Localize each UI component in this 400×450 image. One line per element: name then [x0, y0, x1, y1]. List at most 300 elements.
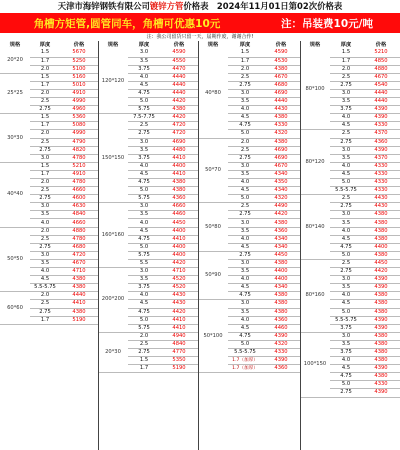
- price-cell: 4690: [262, 146, 300, 154]
- thickness-cell: 3.0: [330, 332, 362, 340]
- thickness-cell: 2.75: [330, 203, 362, 211]
- price-cell: 4660: [160, 203, 198, 211]
- price-table: [0, 49, 98, 325]
- price-cell: 4400: [160, 243, 198, 251]
- price-cell: 5010: [60, 81, 98, 89]
- thickness-cell: 3.75: [330, 348, 362, 356]
- price-cell: 4440: [160, 73, 198, 81]
- table-row: [98, 268, 198, 276]
- price-cell: 4390: [362, 316, 400, 324]
- price-cell: 4360: [262, 365, 300, 373]
- thickness-cell: 2.75: [228, 251, 262, 259]
- thickness-cell: 2.75: [330, 268, 362, 276]
- price-cell: 4380: [262, 259, 300, 267]
- price-cell: 4670: [262, 73, 300, 81]
- thickness-cell: 3.0: [228, 219, 262, 227]
- spec-header: 规格: [107, 42, 119, 48]
- price-cell: 4960: [60, 106, 98, 114]
- thickness-cell: 5.0: [128, 187, 160, 195]
- thickness-cell: 3.5: [228, 170, 262, 178]
- price-cell: 4390: [362, 324, 400, 332]
- thickness-cell: 3.75: [128, 65, 160, 73]
- thickness-cell: 2.75: [330, 138, 362, 146]
- table-row: [300, 332, 400, 340]
- price-cell: 4410: [160, 154, 198, 162]
- column-divider: [300, 41, 301, 450]
- thickness-cell: 4.0: [128, 162, 160, 170]
- price-cell: 4380: [262, 219, 300, 227]
- spec-cell: 50*80: [198, 203, 228, 252]
- price-cell: 4820: [60, 146, 98, 154]
- price-cell: 5350: [160, 357, 198, 365]
- thickness-cell: 2.75: [30, 243, 60, 251]
- table-row: [198, 49, 300, 57]
- thickness-cell: 2.0: [30, 130, 60, 138]
- price-cell: 4380: [362, 219, 400, 227]
- price-cell: 4370: [362, 130, 400, 138]
- price-cell: 4660: [60, 187, 98, 195]
- thickness-cell: 1.7: [30, 57, 60, 65]
- price-cell: 4390: [362, 146, 400, 154]
- thickness-cell: 2.0: [228, 65, 262, 73]
- thickness-cell: 5.5: [128, 259, 160, 267]
- price-cell: 4780: [60, 235, 98, 243]
- price-cell: 4390: [262, 357, 300, 365]
- spec-cell: 80*120: [300, 130, 330, 195]
- thickness-cell: 4.75: [128, 235, 160, 243]
- price-cell: 4380: [362, 251, 400, 259]
- thickness-cell: 3.75: [330, 324, 362, 332]
- table-row: [300, 49, 400, 57]
- thickness-cell: 2.5: [228, 203, 262, 211]
- column-divider: [98, 41, 99, 450]
- price-cell: 4410: [160, 316, 198, 324]
- thickness-cell: 3.5: [30, 259, 60, 267]
- price-cell: 4380: [160, 106, 198, 114]
- price-cell: 4600: [60, 195, 98, 203]
- price-cell: 4690: [262, 89, 300, 97]
- thickness-cell: 5.0: [128, 243, 160, 251]
- price-cell: 4390: [362, 389, 400, 397]
- table-row: [0, 114, 98, 122]
- thickness-cell: 3.0: [128, 203, 160, 211]
- price-cell: 4420: [160, 98, 198, 106]
- table-row: [300, 195, 400, 203]
- thickness-cell: 4.0: [330, 227, 362, 235]
- thickness-cell: 1.5: [30, 73, 60, 81]
- table-row: [98, 332, 198, 340]
- price-cell: 4330: [362, 179, 400, 187]
- price-cell: 4630: [60, 203, 98, 211]
- price-cell: 5100: [60, 65, 98, 73]
- price-cell: 4380: [362, 308, 400, 316]
- thickness-header: 厚度: [239, 42, 251, 48]
- price-cell: 4790: [60, 138, 98, 146]
- thickness-cell: 2.5: [228, 73, 262, 81]
- thickness-cell: 3.0: [330, 89, 362, 97]
- thickness-cell: 4.75: [228, 292, 262, 300]
- price-cell: 4430: [362, 203, 400, 211]
- price-table: [98, 49, 198, 373]
- title-suffix: 价格表 2024年11月01日第02次价格表: [183, 1, 343, 11]
- thickness-cell: 4.5: [228, 187, 262, 195]
- price-cell: 4710: [160, 268, 198, 276]
- thickness-cell: 5.0: [228, 130, 262, 138]
- thickness-cell: 3.0: [30, 154, 60, 162]
- thickness-cell: 3.5: [228, 98, 262, 106]
- price-cell: 4390: [362, 284, 400, 292]
- price-cell: 4780: [60, 154, 98, 162]
- thickness-cell: 2.75: [30, 146, 60, 154]
- price-cell: 4380: [362, 332, 400, 340]
- price-cell: 4990: [60, 130, 98, 138]
- table-row: [300, 259, 400, 267]
- thickness-cell: 2.5: [330, 259, 362, 267]
- price-cell: 4320: [262, 340, 300, 348]
- thickness-cell: 4.75: [128, 89, 160, 97]
- price-cell: 4330: [362, 381, 400, 389]
- thickness-cell: 3.0: [228, 162, 262, 170]
- price-cell: 4990: [60, 98, 98, 106]
- price-cell: 5190: [60, 316, 98, 324]
- thickness-cell: 4.5: [330, 300, 362, 308]
- spec-cell: 40*40: [0, 162, 30, 227]
- price-cell: 4550: [160, 57, 198, 65]
- price-cell: 4590: [160, 49, 198, 57]
- price-cell: 4440: [160, 89, 198, 97]
- price-cell: 4390: [362, 106, 400, 114]
- thickness-cell: 1.7（加厚）: [228, 357, 262, 365]
- table-row: [0, 227, 98, 235]
- thickness-cell: 4.0: [228, 235, 262, 243]
- thickness-cell: 4.5: [228, 324, 262, 332]
- price-cell: 4910: [60, 89, 98, 97]
- price-header: 价格: [173, 42, 185, 48]
- price-cell: 4340: [262, 170, 300, 178]
- thickness-cell: 3.5: [128, 57, 160, 65]
- price-cell: 4680: [262, 81, 300, 89]
- thickness-cell: 1.7（加厚）: [228, 365, 262, 373]
- promo-banner: [0, 13, 400, 33]
- price-cell: 4430: [262, 106, 300, 114]
- thickness-cell: 2.75: [128, 130, 160, 138]
- thickness-cell: 3.0: [330, 276, 362, 284]
- price-cell: 4590: [262, 49, 300, 57]
- thickness-cell: 2.5: [330, 73, 362, 81]
- promo-text: 角槽方矩管,圆管同车，角槽可优惠10元: [33, 17, 221, 30]
- thickness-header: 厚度: [138, 42, 150, 48]
- price-cell: 4340: [262, 243, 300, 251]
- price-cell: 5080: [60, 122, 98, 130]
- price-cell: 4720: [160, 130, 198, 138]
- thickness-cell: 1.5: [30, 49, 60, 57]
- price-cell: 4320: [262, 130, 300, 138]
- spec-cell: 25*25: [0, 73, 30, 113]
- thickness-cell: 5.5-5.75: [228, 348, 262, 356]
- spec-cell: 200*200: [98, 268, 128, 333]
- thickness-cell: 4.75: [330, 373, 362, 381]
- thickness-cell: 3.0: [228, 89, 262, 97]
- table-row: [198, 300, 300, 308]
- price-cell: 4380: [362, 292, 400, 300]
- price-cell: 4460: [262, 324, 300, 332]
- price-cell: 4380: [160, 187, 198, 195]
- thickness-cell: 7.5-7.75: [128, 114, 160, 122]
- thickness-cell: 3.75: [330, 106, 362, 114]
- thickness-cell: 4.0: [128, 292, 160, 300]
- price-cell: 4400: [262, 268, 300, 276]
- thickness-cell: 4.5: [330, 122, 362, 130]
- thickness-cell: 1.5: [228, 49, 262, 57]
- thickness-cell: 4.0: [330, 162, 362, 170]
- spec-cell: 150*150: [98, 114, 128, 203]
- thickness-cell: 4.5: [228, 114, 262, 122]
- thickness-cell: 2.0: [30, 227, 60, 235]
- thickness-cell: 3.75: [128, 284, 160, 292]
- thickness-cell: 4.5: [330, 170, 362, 178]
- price-cell: 4380: [262, 114, 300, 122]
- thickness-cell: 1.5: [30, 162, 60, 170]
- thickness-cell: 2.75: [330, 389, 362, 397]
- price-cell: 4390: [362, 114, 400, 122]
- thickness-cell: 4.0: [330, 357, 362, 365]
- price-cell: 4940: [160, 332, 198, 340]
- thickness-cell: 4.0: [228, 316, 262, 324]
- spec-header: 规格: [207, 42, 219, 48]
- thickness-cell: 4.5: [330, 365, 362, 373]
- table-row: [0, 162, 98, 170]
- price-cell: 4450: [362, 259, 400, 267]
- price-cell: 4430: [160, 300, 198, 308]
- thickness-header: 厚度: [39, 42, 51, 48]
- thickness-cell: 3.5: [228, 268, 262, 276]
- thickness-cell: 2.0: [30, 179, 60, 187]
- notice-text: 注：我公司留货只留一天，届期作废，谢谢合作!: [146, 34, 254, 40]
- price-cell: 4460: [160, 211, 198, 219]
- thickness-cell: 2.5: [30, 138, 60, 146]
- spec-cell: 80*160: [300, 259, 330, 332]
- table-row: [0, 73, 98, 81]
- thickness-cell: 5.75: [128, 324, 160, 332]
- thickness-cell: 4.0: [330, 114, 362, 122]
- thickness-cell: 3.0: [330, 211, 362, 219]
- spec-header: 规格: [9, 42, 21, 48]
- title-prefix: 天津市海锌钢铁有限公司: [57, 1, 150, 11]
- price-cell: 4710: [60, 268, 98, 276]
- spec-cell: 20*20: [0, 49, 30, 73]
- price-cell: 4380: [60, 308, 98, 316]
- table-row: [98, 49, 198, 57]
- table-row: [198, 203, 300, 211]
- thickness-cell: 1.7: [30, 316, 60, 324]
- thickness-cell: 2.5: [128, 340, 160, 348]
- price-cell: 4380: [362, 235, 400, 243]
- thickness-cell: 4.0: [128, 219, 160, 227]
- thickness-cell: 2.5: [30, 187, 60, 195]
- price-cell: 5190: [160, 365, 198, 373]
- price-cell: 4520: [160, 276, 198, 284]
- price-cell: 4330: [362, 162, 400, 170]
- thickness-cell: 4.5: [128, 300, 160, 308]
- price-cell: 4420: [160, 114, 198, 122]
- price-cell: 4880: [60, 227, 98, 235]
- price-cell: 4470: [160, 65, 198, 73]
- thickness-cell: 5.0: [128, 316, 160, 324]
- thickness-cell: 2.5: [330, 130, 362, 138]
- thickness-cell: 3.5: [228, 227, 262, 235]
- price-cell: 4330: [362, 122, 400, 130]
- price-cell: 4450: [262, 251, 300, 259]
- price-cell: 5160: [60, 73, 98, 81]
- thickness-cell: 4.75: [128, 179, 160, 187]
- thickness-cell: 4.0: [228, 276, 262, 284]
- thickness-cell: 2.5: [228, 146, 262, 154]
- thickness-cell: 2.5: [30, 300, 60, 308]
- price-cell: 4840: [60, 211, 98, 219]
- thickness-cell: 2.0: [30, 292, 60, 300]
- thickness-cell: 3.5: [330, 154, 362, 162]
- price-cell: 4770: [160, 348, 198, 356]
- price-cell: 4430: [160, 292, 198, 300]
- thickness-cell: 2.5: [30, 98, 60, 106]
- spec-cell: 50*100: [198, 300, 228, 373]
- spec-cell: 50*50: [0, 227, 30, 292]
- price-cell: 4690: [160, 138, 198, 146]
- thickness-cell: 4.5: [30, 276, 60, 284]
- spec-cell: 20*30: [98, 332, 128, 372]
- price-cell: 4330: [262, 122, 300, 130]
- thickness-cell: 3.0: [128, 268, 160, 276]
- thickness-cell: 2.5: [128, 122, 160, 130]
- thickness-cell: 2.5: [330, 195, 362, 203]
- thickness-cell: 4.0: [30, 268, 60, 276]
- thickness-cell: 4.75: [330, 243, 362, 251]
- price-header: 价格: [73, 42, 85, 48]
- spec-cell: 30*30: [0, 114, 30, 163]
- price-cell: 4400: [362, 243, 400, 251]
- thickness-header: 厚度: [340, 42, 352, 48]
- price-cell: 4320: [262, 195, 300, 203]
- price-cell: 4420: [262, 211, 300, 219]
- price-cell: 4400: [160, 251, 198, 259]
- title-highlight: 镀锌方管: [149, 1, 184, 11]
- table-row: [0, 292, 98, 300]
- thickness-cell: 2.0: [128, 332, 160, 340]
- price-cell: 4420: [160, 308, 198, 316]
- thickness-cell: 5.5-5.75: [330, 187, 362, 195]
- table-row: [0, 49, 98, 57]
- price-cell: 4380: [262, 308, 300, 316]
- price-cell: 4660: [60, 219, 98, 227]
- thickness-cell: 5.0: [330, 308, 362, 316]
- thickness-cell: 4.5: [128, 227, 160, 235]
- thickness-cell: 4.5: [128, 170, 160, 178]
- price-cell: 4450: [160, 219, 198, 227]
- price-cell: 4330: [362, 187, 400, 195]
- price-cell: 5250: [60, 57, 98, 65]
- price-cell: 4520: [160, 284, 198, 292]
- thickness-cell: 1.7: [330, 57, 362, 65]
- thickness-cell: 5.0: [128, 98, 160, 106]
- table-row: [98, 114, 198, 122]
- thickness-cell: 2.75: [228, 81, 262, 89]
- price-cell: 4410: [160, 235, 198, 243]
- price-cell: 4380: [262, 138, 300, 146]
- price-cell: 4340: [262, 284, 300, 292]
- thickness-cell: 5.75: [128, 106, 160, 114]
- price-cell: 4720: [160, 122, 198, 130]
- thickness-cell: 1.7: [228, 57, 262, 65]
- thickness-cell: 4.75: [228, 122, 262, 130]
- price-cell: 5210: [60, 162, 98, 170]
- price-cell: 4340: [262, 235, 300, 243]
- price-cell: 4380: [262, 65, 300, 73]
- price-header: 价格: [375, 42, 387, 48]
- price-cell: 4440: [160, 81, 198, 89]
- thickness-cell: 4.75: [228, 332, 262, 340]
- thickness-cell: 2.0: [330, 65, 362, 73]
- price-cell: 4380: [362, 348, 400, 356]
- thickness-cell: 2.75: [30, 195, 60, 203]
- spec-cell: 100*150: [300, 332, 330, 397]
- spec-cell: 60*60: [0, 292, 30, 324]
- price-cell: 5360: [60, 114, 98, 122]
- page-title: [0, 0, 400, 13]
- thickness-cell: 3.5: [30, 211, 60, 219]
- price-cell: 4390: [262, 332, 300, 340]
- price-cell: 4690: [262, 154, 300, 162]
- table-row: [198, 251, 300, 259]
- thickness-cell: 3.5: [330, 284, 362, 292]
- thickness-cell: 1.7: [128, 365, 160, 373]
- table-row: [98, 203, 198, 211]
- price-cell: 4350: [262, 179, 300, 187]
- price-cell: 4380: [362, 373, 400, 381]
- thickness-cell: 1.7: [30, 81, 60, 89]
- thickness-cell: 4.0: [128, 73, 160, 81]
- price-cell: 4380: [60, 276, 98, 284]
- price-table: [198, 49, 300, 373]
- price-cell: 4380: [160, 179, 198, 187]
- thickness-cell: 4.5: [128, 81, 160, 89]
- price-cell: 4410: [60, 300, 98, 308]
- price-cell: 4340: [262, 187, 300, 195]
- price-cell: 4380: [362, 211, 400, 219]
- price-cell: 4670: [262, 162, 300, 170]
- thickness-cell: 5.0: [228, 195, 262, 203]
- price-cell: 4370: [362, 154, 400, 162]
- thickness-cell: 4.0: [330, 292, 362, 300]
- price-cell: 4390: [362, 365, 400, 373]
- thickness-cell: 4.5: [330, 235, 362, 243]
- spec-cell: 50*70: [198, 138, 228, 203]
- thickness-cell: 2.5: [30, 235, 60, 243]
- thickness-cell: 2.0: [30, 89, 60, 97]
- price-cell: 4490: [262, 203, 300, 211]
- thickness-cell: 3.0: [228, 300, 262, 308]
- spec-cell: 50*90: [198, 251, 228, 300]
- thickness-cell: 3.5: [330, 340, 362, 348]
- thickness-cell: 5.5-5.75: [30, 284, 60, 292]
- column-divider: [198, 41, 199, 450]
- thickness-cell: 3.0: [30, 203, 60, 211]
- thickness-cell: 3.5: [128, 211, 160, 219]
- thickness-cell: 3.0: [228, 259, 262, 267]
- thickness-cell: 4.0: [228, 179, 262, 187]
- thickness-cell: 4.5: [228, 243, 262, 251]
- price-cell: 4670: [362, 73, 400, 81]
- thickness-cell: 2.75: [228, 211, 262, 219]
